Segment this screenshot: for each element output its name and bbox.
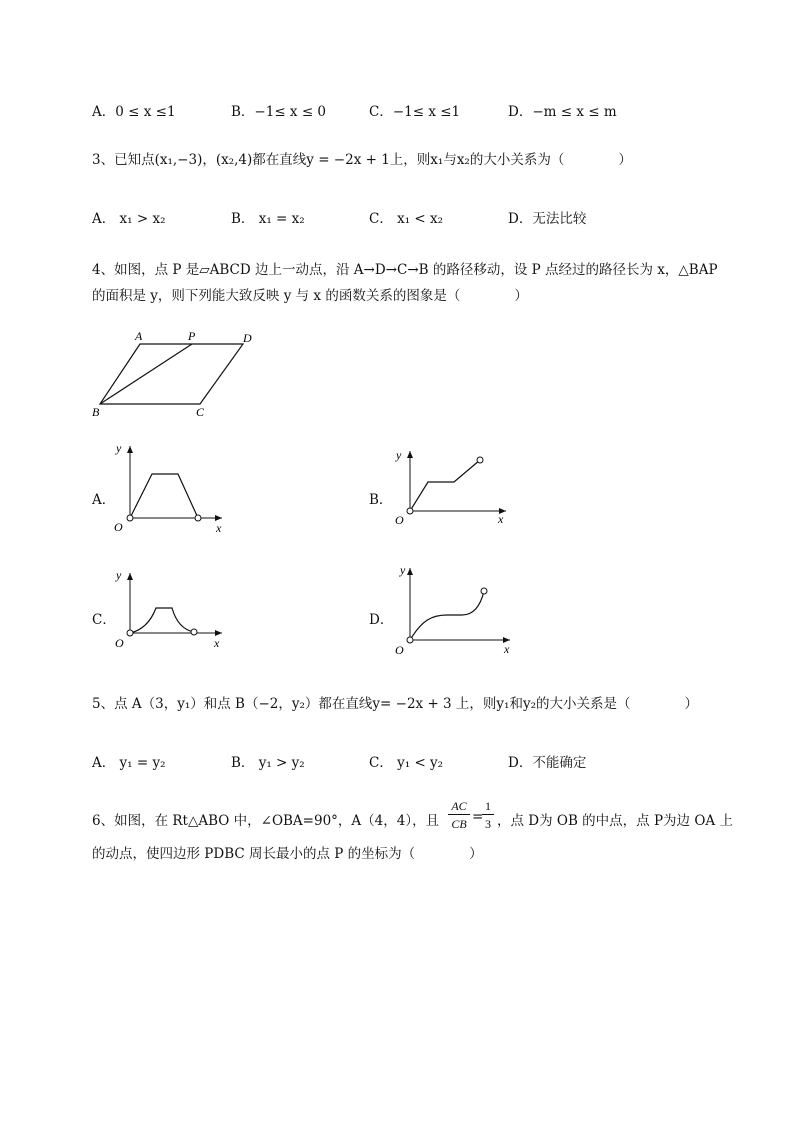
- svg-text:O: O: [115, 636, 124, 650]
- vertex-b-label: B: [92, 405, 100, 419]
- q4-graph-a: [112, 438, 237, 538]
- q6-value-numerator: 1: [482, 799, 494, 815]
- svg-text:O: O: [395, 643, 404, 657]
- q3-option-c: C． x₁ < x₂: [369, 211, 444, 227]
- parallelogram-abcd: [100, 344, 243, 404]
- segment-bp: [100, 344, 192, 404]
- q4-graph-d: [392, 560, 517, 660]
- svg-text:x: x: [498, 512, 504, 526]
- q4-option-b-label: B．: [369, 492, 393, 508]
- svg-text:O: O: [114, 520, 123, 534]
- q5-question: 5、点 A（3，y₁）和点 B（−2，y₂）都在直线y= −2x + 3 上，则y₁和y₂的大小关系是（ ）: [92, 696, 699, 712]
- q5-option-c: C． y₁ < y₂: [369, 755, 444, 771]
- vertex-c-label: C: [196, 405, 205, 419]
- q6-question-line1-pre: 6、如图，在 Rt△ABO 中，∠OBA=90°，A（4，4），且: [92, 813, 440, 829]
- q5-option-d: D．不能确定: [508, 755, 587, 771]
- q3-question: 3、已知点(x₁,−3)，(x₂,4)都在直线y = −2x + 1上，则x₁与x₂的大小关系为（ ）: [92, 152, 632, 168]
- q6-fraction-denominator: CB: [451, 817, 467, 831]
- q6-question-line1-post: ，点 D为 OB 的中点，点 P为边 OA 上: [497, 813, 733, 829]
- q4-question-line2: 的面积是 y，则下列能大致反映 y 与 x 的函数关系的图象是（ ）: [92, 288, 528, 304]
- q2-option-c: C．−1≤ x ≤1: [369, 104, 461, 120]
- q4-option-d-label: D．: [369, 612, 394, 628]
- graph-d-curve: [410, 591, 484, 640]
- svg-text:y: y: [116, 568, 122, 582]
- q4-graph-c: [112, 565, 237, 650]
- q2-option-b: B．−1≤ x ≤ 0: [231, 104, 327, 120]
- svg-text:x: x: [504, 642, 510, 656]
- point-p-label: P: [188, 329, 196, 343]
- q4-question-line1: 4、如图，点 P 是▱ABCD 边上一动点，沿 A→D→C→B 的路径移动，设 P 点经过的路径长为 x，△BAP: [92, 262, 718, 278]
- q5-option-b: B． y₁ > y₂: [231, 755, 305, 771]
- svg-text:y: y: [396, 448, 402, 462]
- q6-question-line2: 的动点，使四边形 PDBC 周长最小的点 P 的坐标为（ ）: [92, 846, 483, 862]
- q2-option-a: A．0 ≤ x ≤1: [92, 104, 176, 120]
- q4-graph-b: [392, 445, 517, 530]
- svg-text:y: y: [400, 563, 406, 577]
- q4-parallelogram-figure: [88, 328, 268, 420]
- svg-text:y: y: [116, 441, 122, 455]
- q3-option-b: B． x₁ = x₂: [231, 211, 305, 227]
- q5-option-a: A． y₁ = y₂: [92, 755, 166, 771]
- q6-value-denominator: 3: [485, 817, 491, 831]
- svg-text:x: x: [214, 636, 220, 650]
- svg-text:x: x: [216, 521, 222, 535]
- graph-b-curve: [410, 460, 480, 511]
- q6-equals: =: [472, 809, 484, 825]
- svg-text:O: O: [395, 513, 404, 527]
- graph-c-curve: [130, 608, 194, 633]
- q4-option-c-label: C．: [92, 612, 116, 628]
- q2-option-d: D．−m ≤ x ≤ m: [508, 104, 617, 120]
- q6-fraction-numerator: AC: [448, 799, 470, 815]
- vertex-a-label: A: [135, 329, 143, 343]
- graph-a-curve: [130, 474, 198, 518]
- q3-option-d: D．无法比较: [508, 211, 587, 227]
- q4-option-a-label: A．: [92, 492, 116, 508]
- vertex-d-label: D: [243, 331, 252, 345]
- q3-option-a: A． x₁ > x₂: [92, 211, 166, 227]
